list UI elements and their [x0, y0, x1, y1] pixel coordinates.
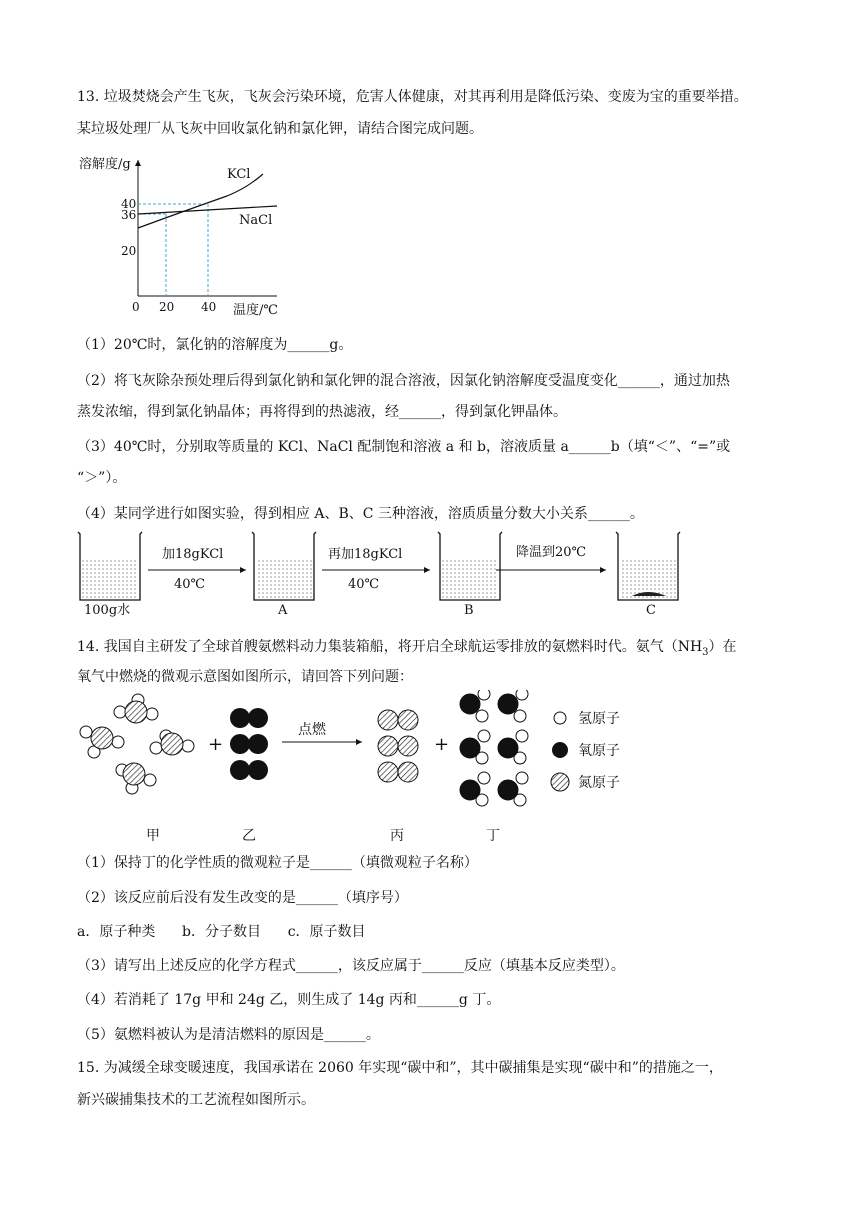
kcl-label: KCl — [227, 167, 251, 182]
chart-xlabel: 温度/℃ — [233, 303, 278, 318]
plus-sign-2: + — [434, 734, 450, 755]
plus-sign-1: + — [208, 734, 224, 755]
label-bing: 丙 — [390, 828, 404, 844]
q14-part1: （1）保持丁的化学性质的微观粒子是______（填微观粒子名称） — [77, 855, 478, 871]
legend-hydrogen: 氢原子 — [578, 711, 620, 727]
xtick-0: 0 — [132, 300, 140, 314]
q14-intro-subscript: 3 — [702, 646, 709, 658]
beaker-c — [616, 532, 680, 600]
reaction-diagram — [70, 690, 650, 850]
q14-intro-line1 — [77, 636, 737, 664]
label-yi: 乙 — [242, 828, 256, 844]
beaker-label-c: C — [646, 603, 656, 618]
q14-intro-text: 14. 我国自主研发了全球首艘氨燃料动力集装箱船，将开启全球航运零排放的氨燃料时代。氨气（NH — [77, 639, 703, 655]
step1-bottom: 40℃ — [174, 577, 206, 592]
legend-hydrogen-icon — [554, 712, 566, 724]
ytick-20: 20 — [121, 244, 137, 258]
q14-intro-end: ）在 — [708, 639, 737, 655]
ytick-40: 40 — [121, 197, 137, 211]
molecule-group-jia — [80, 694, 194, 794]
molecule-group-bing — [378, 710, 418, 782]
q14-part4: （4）若消耗了 17g 甲和 24g 乙，则生成了 14g 丙和______g 丁。 — [77, 992, 501, 1008]
beaker-label-a: A — [278, 603, 288, 618]
beaker-b — [438, 532, 502, 600]
beaker-label-water: 100g水 — [84, 603, 131, 618]
beaker-experiment — [70, 528, 690, 620]
legend-nitrogen: 氮原子 — [578, 775, 620, 791]
label-ding: 丁 — [486, 828, 500, 844]
q13-part2-line2: 蒸发浓缩，得到氯化钠晶体；再将得到的热滤液，经______，得到氯化钾晶体。 — [77, 404, 567, 420]
q13-part4: （4）某同学进行如图实验，得到相应 A、B、C 三种溶液，溶质质量分数大小关系______。 — [77, 506, 644, 522]
step2-top: 再加18gKCl — [328, 547, 403, 562]
xtick-40: 40 — [201, 300, 217, 314]
chart-ylabel: 溶解度/g — [79, 157, 131, 172]
label-jia: 甲 — [146, 828, 160, 844]
q15-intro-line1: 15. 为减缓全球变暖速度，我国承诺在 2060 年实现“碳中和”，其中碳捕集是实现“碳中和”的措施之一， — [77, 1060, 723, 1076]
nacl-label: NaCl — [239, 213, 273, 228]
q14-part3: （3）请写出上述反应的化学方程式______，该反应属于______反应（填基本反应类型）。 — [77, 958, 625, 974]
q13-part3-line1: （3）40℃时，分别取等质量的 KCl、NaCl 配制饱和溶液 a 和 b，溶液质量 a______b（填“＜”、“=”或 — [77, 439, 731, 455]
xtick-20: 20 — [159, 300, 175, 314]
legend-oxygen-icon — [552, 742, 568, 758]
molecule-group-yi — [230, 708, 268, 780]
beaker-a — [252, 532, 316, 600]
beaker-water — [78, 532, 142, 600]
solubility-chart — [77, 150, 297, 320]
q13-part3-line2: “＞”）。 — [77, 470, 127, 486]
q13-intro-line1: 13. 垃圾焚烧会产生飞灰，飞灰会污染环境，危害人体健康，对其再利用是降低污染、变废为宝的重要举措。 — [77, 89, 748, 105]
arrow-label-ignite: 点燃 — [298, 722, 326, 738]
beaker-label-b: B — [464, 603, 474, 618]
step2-bottom: 40℃ — [348, 577, 380, 592]
q13-part2-line1: （2）将飞灰除杂预处理后得到氯化钠和氯化钾的混合溶液，因氯化钠溶解度受温度变化______，通过加热 — [77, 373, 730, 389]
step3-top: 降温到20℃ — [516, 545, 587, 560]
legend-oxygen: 氧原子 — [578, 743, 620, 759]
legend-nitrogen-icon — [551, 773, 569, 791]
molecule-group-ding — [460, 690, 528, 806]
q15-intro-line2: 新兴碳捕集技术的工艺流程如图所示。 — [77, 1092, 315, 1108]
q14-options: a．原子种类 b．分子数目 c．原子数目 — [77, 924, 366, 940]
q14-part2: （2）该反应前后没有发生改变的是______（填序号） — [77, 890, 408, 906]
q13-intro-line2: 某垃圾处理厂从飞灰中回收氯化钠和氯化钾，请结合图完成问题。 — [77, 121, 483, 137]
q13-part1: （1）20℃时，氯化钠的溶解度为______g。 — [77, 337, 353, 353]
step1-top: 加18gKCl — [162, 547, 224, 562]
q14-part5: （5）氨燃料被认为是清洁燃料的原因是______。 — [77, 1027, 380, 1043]
ytick-36: 36 — [121, 208, 137, 222]
q14-intro-line2: 氧气中燃烧的微观示意图如图所示，请回答下列问题： — [77, 669, 413, 685]
